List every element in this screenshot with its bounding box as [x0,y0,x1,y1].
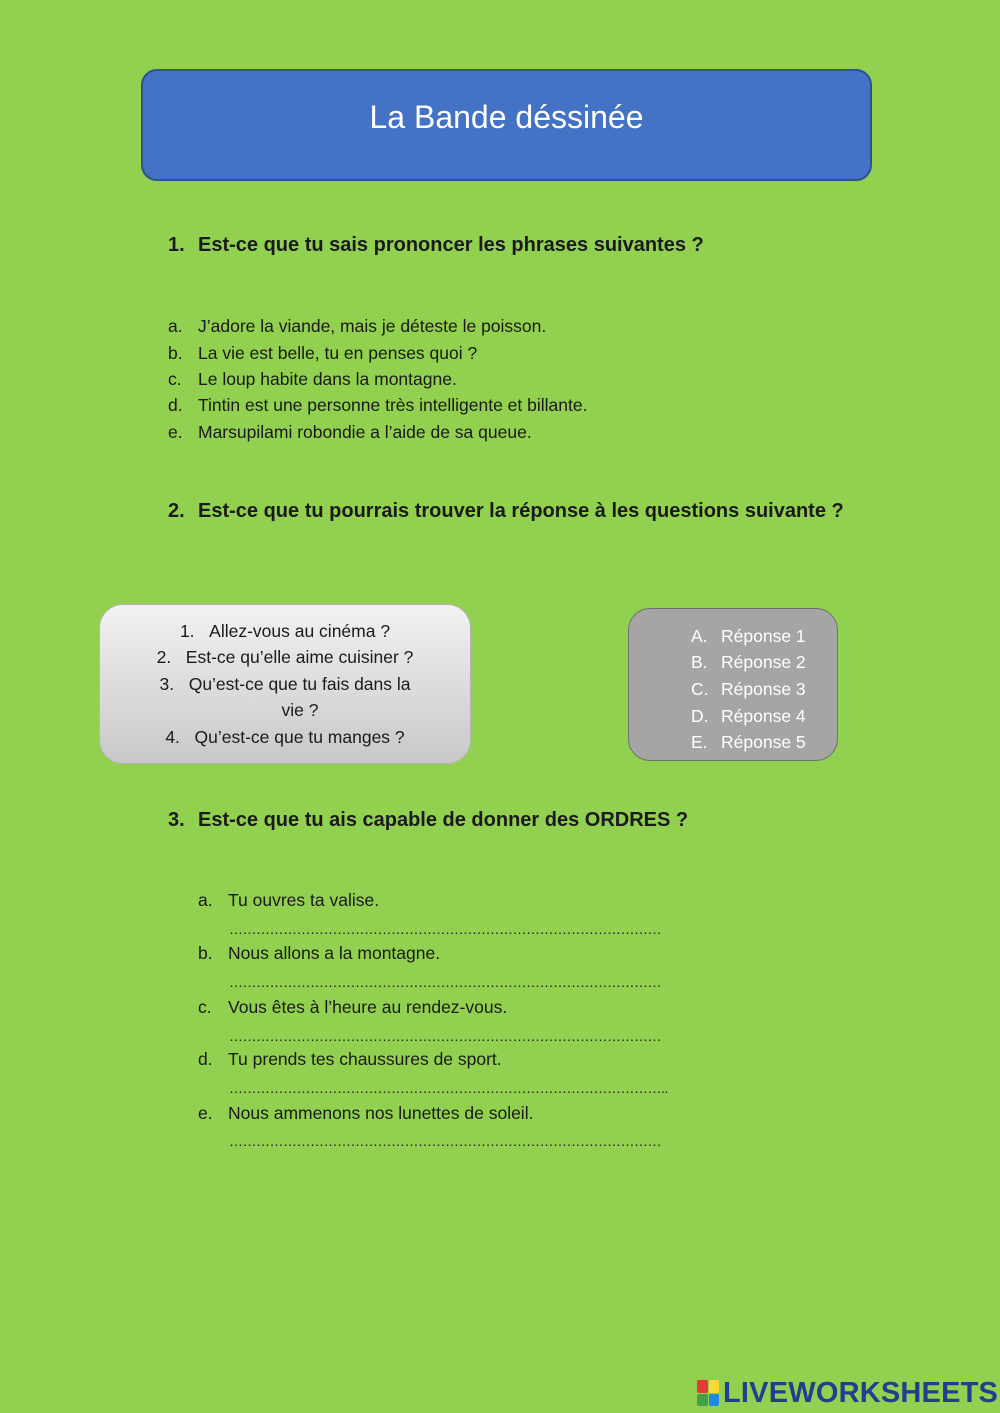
answer-blank-line[interactable]: …………………………………………………………………………………… [229,1133,661,1149]
list-item-text: Tintin est une personne très intelligente et billante. [198,395,588,415]
question-item[interactable] [100,727,470,748]
answer-marker: D. [691,706,709,726]
list-item [198,997,507,1018]
answer-blank-line[interactable]: …………………………………………………………………………………….. [229,1080,668,1096]
list-item-text: Nous ammenons nos lunettes de soleil. [228,1103,534,1123]
list-marker: b. [168,343,183,363]
question-text: Est-ce qu’elle aime cuisiner ? [185,647,414,667]
list-item [198,890,379,911]
list-item [198,1103,533,1124]
question-item[interactable] [100,647,470,668]
answer-marker: C. [691,679,709,699]
list-marker: e. [198,1103,213,1123]
list-item-text: J’adore la viande, mais je déteste le poisson. [198,316,547,336]
list-item [168,369,457,390]
answers-box [628,608,838,761]
answer-text: Réponse 2 [721,652,806,672]
liveworksheets-logo-icon [697,1380,719,1406]
question-text: vie ? [281,700,319,720]
answer-marker: E. [691,732,708,752]
list-item [168,422,532,443]
question-text: Qu’est-ce que tu fais dans la [188,674,411,694]
list-item-text: La vie est belle, tu en penses quoi ? [198,343,478,363]
liveworksheets-logo[interactable] [697,1378,998,1408]
list-item [198,1049,502,1070]
section-3-text: Est-ce que tu ais capable de donner des ORDRES ? [198,809,689,831]
section-2-text: Est-ce que tu pourrais trouver la réponse à les questions suivante ? [198,500,844,522]
question-text: Allez-vous au cinéma ? [209,621,391,641]
section-2-number: 2. [168,500,185,522]
list-marker: b. [198,943,213,963]
question-marker: 3. [159,674,175,694]
answer-item[interactable] [691,732,806,753]
question-text: Qu’est-ce que tu manges ? [194,727,405,747]
section-1-text: Est-ce que tu sais prononcer les phrases suivantes ? [198,234,704,256]
answer-text: Réponse 1 [721,626,806,646]
answer-item[interactable] [691,679,806,700]
answer-marker: B. [691,652,708,672]
answer-item[interactable] [691,652,806,673]
answer-blank-line[interactable]: …………………………………………………………………………………… [229,974,661,990]
section-1-heading [168,234,704,257]
list-item-text: Tu prends tes chaussures de sport. [228,1049,502,1069]
list-item-text: Tu ouvres ta valise. [228,890,380,910]
list-item [198,943,440,964]
logo-text: LIVEWORKSHEETS [723,1376,999,1409]
list-item-text: Nous allons a la montagne. [228,943,441,963]
section-1-number: 1. [168,234,185,256]
list-marker: d. [168,395,183,415]
question-marker: 1. [179,621,195,641]
list-marker: a. [168,316,183,336]
section-3-heading [168,809,688,832]
list-marker: d. [198,1049,213,1069]
section-3-number: 3. [168,809,185,831]
answer-text: Réponse 4 [721,706,806,726]
section-2-heading [168,500,844,523]
answer-item[interactable] [691,706,806,727]
answer-item[interactable] [691,626,806,647]
list-item-text: Le loup habite dans la montagne. [198,369,457,389]
question-marker: 2. [156,647,172,667]
questions-box [99,604,471,764]
list-marker: c. [198,997,212,1017]
list-item [168,343,477,364]
list-item-text: Vous êtes à l’heure au rendez-vous. [228,997,508,1017]
list-item [168,316,546,337]
list-item [168,395,587,416]
question-item[interactable] [100,674,470,695]
answer-blank-line[interactable]: …………………………………………………………………………………… [229,1028,661,1044]
list-marker: a. [198,890,213,910]
answer-blank-line[interactable]: …………………………………………………………………………………… [229,921,661,937]
list-marker: e. [168,422,183,442]
answer-text: Réponse 3 [721,679,806,699]
answer-text: Réponse 5 [721,732,806,752]
answer-marker: A. [691,626,708,646]
page-title: La Bande déssinée [369,99,644,135]
question-item[interactable] [100,621,470,642]
list-marker: c. [168,369,182,389]
question-marker: 4. [165,727,180,747]
title-banner [141,69,872,181]
list-item-text: Marsupilami robondie a l’aide de sa queue. [198,422,532,442]
question-item-continuation[interactable] [130,700,470,721]
